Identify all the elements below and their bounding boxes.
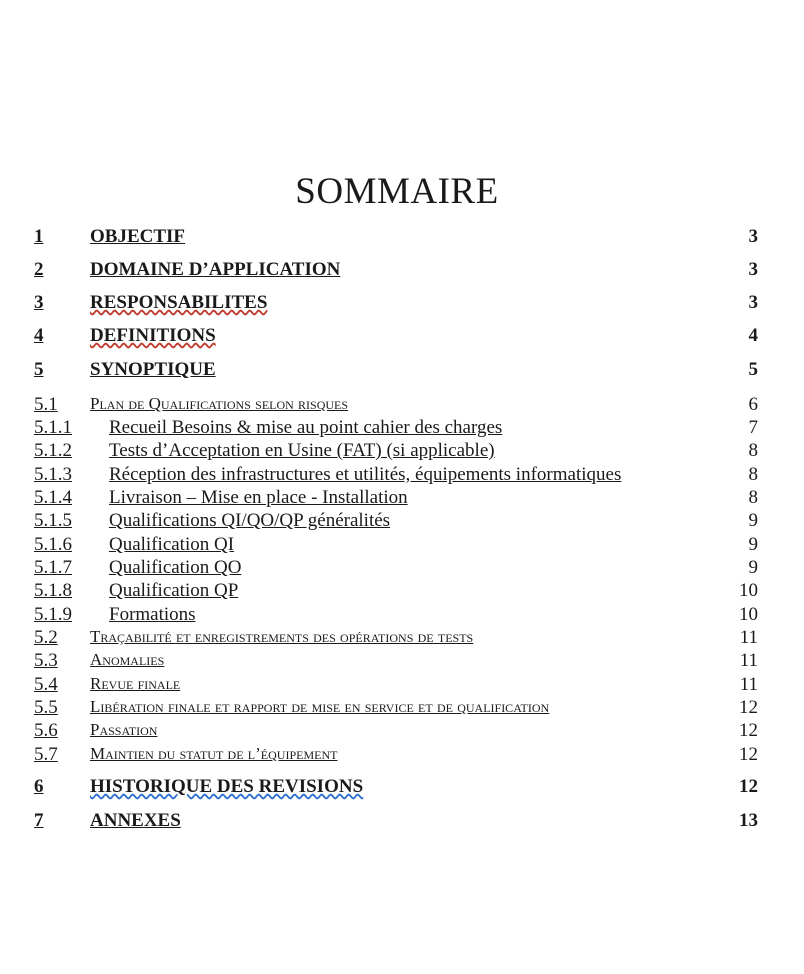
toc-entry-page: 12 (739, 720, 758, 741)
toc-entry-number: 3 (34, 292, 44, 313)
toc-entry-number: 5.1.7 (34, 557, 72, 578)
toc-entry-page: 8 (748, 487, 758, 508)
toc-entry-page: 6 (748, 394, 758, 415)
toc-entry-label[interactable]: Plan de Qualifications selon risques (90, 394, 349, 413)
toc-entry-page: 7 (748, 417, 758, 438)
toc-entry-page: 5 (748, 359, 758, 380)
toc-entry-page: 11 (739, 650, 758, 671)
toc-entry-label[interactable]: HISTORIQUE DES REVISIONS (90, 776, 364, 797)
toc-entry-label[interactable]: DEFINITIONS (90, 325, 216, 346)
toc-entry[interactable] (0, 359, 804, 383)
toc-entry[interactable] (0, 534, 804, 558)
toc-entry-number: 5.5 (34, 697, 58, 718)
toc-entry-page: 12 (739, 744, 758, 765)
toc-entry-label[interactable]: Qualifications QI/QO/QP généralités (109, 510, 391, 531)
toc-entry-number: 5.1.6 (34, 534, 72, 555)
toc-entry-page: 9 (748, 557, 758, 578)
toc-entry-number: 5.7 (34, 744, 58, 765)
toc-entry-label[interactable]: Livraison – Mise en place - Installation (109, 487, 408, 508)
toc-entry-number: 1 (34, 226, 44, 247)
toc-entry-label[interactable]: Anomalies (90, 650, 165, 669)
toc-entry-label[interactable]: DOMAINE D’APPLICATION (90, 259, 341, 280)
toc-entry[interactable] (0, 720, 804, 744)
toc-entry-label[interactable]: OBJECTIF (90, 226, 186, 247)
toc-entry-page: 12 (739, 697, 758, 718)
toc-entry-page: 13 (739, 810, 758, 831)
toc-entry[interactable] (0, 557, 804, 581)
toc-entry[interactable] (0, 510, 804, 534)
toc-entry[interactable] (0, 259, 804, 283)
toc-entry-label[interactable]: Maintien du statut de l’équipement (90, 744, 338, 763)
toc-entry-label[interactable]: Qualification QP (109, 580, 239, 601)
toc-entry-number: 2 (34, 259, 44, 280)
toc-entry-number: 5.1 (34, 394, 58, 415)
toc-entry-label[interactable]: SYNOPTIQUE (90, 359, 216, 380)
toc-entry-label[interactable]: Qualification QI (109, 534, 235, 555)
toc-entry-page: 8 (748, 440, 758, 461)
toc-entry[interactable] (0, 226, 804, 250)
toc-entry-number: 5.1.9 (34, 604, 72, 625)
toc-entry-number: 5.1.2 (34, 440, 72, 461)
toc-entry-label[interactable]: RESPONSABILITES (90, 292, 268, 313)
toc-entry[interactable] (0, 604, 804, 628)
toc-entry-number: 5.1.4 (34, 487, 72, 508)
toc-entry-number: 5.1.5 (34, 510, 72, 531)
toc-entry-page: 4 (748, 325, 758, 346)
toc-entry[interactable] (0, 744, 804, 768)
toc-entry[interactable] (0, 650, 804, 674)
toc-entry-label[interactable]: Traçabilité et enregistrements des opérations de tests (90, 627, 474, 646)
toc-entry[interactable] (0, 325, 804, 349)
toc-entry[interactable] (0, 697, 804, 721)
toc-entry-page: 3 (748, 226, 758, 247)
toc-entry-number: 5.1.3 (34, 464, 72, 485)
toc-entry-label[interactable]: ANNEXES (90, 810, 181, 831)
toc-entry-page: 3 (748, 292, 758, 313)
toc-entry-page: 9 (748, 534, 758, 555)
toc-entry-label[interactable]: Tests d’Acceptation en Usine (FAT) (si applicable) (109, 440, 495, 461)
toc-entry-number: 5 (34, 359, 44, 380)
toc-entry[interactable] (0, 440, 804, 464)
toc-entry[interactable] (0, 292, 804, 316)
toc-entry[interactable] (0, 810, 804, 834)
toc-entry-page: 8 (748, 464, 758, 485)
toc-entry[interactable] (0, 776, 804, 800)
toc-entry-number: 5.4 (34, 674, 58, 695)
toc-entry-page: 9 (748, 510, 758, 531)
toc-entry[interactable] (0, 627, 804, 651)
toc-entry[interactable] (0, 417, 804, 441)
toc-entry-page: 11 (739, 674, 758, 695)
toc-entry-label[interactable]: Qualification QO (109, 557, 242, 578)
toc-entry-page: 10 (739, 580, 758, 601)
toc-entry-number: 5.2 (34, 627, 58, 648)
toc-entry[interactable] (0, 580, 804, 604)
toc-entry-number: 7 (34, 810, 44, 831)
toc-entry-page: 10 (739, 604, 758, 625)
toc-entry[interactable] (0, 464, 804, 488)
toc-entry-number: 5.1.8 (34, 580, 72, 601)
toc-entry-label[interactable]: Libération finale et rapport de mise en service et de qualification (90, 697, 550, 716)
toc-entry-number: 5.6 (34, 720, 58, 741)
toc-entry-label[interactable]: Revue finale (90, 674, 181, 693)
toc-entry-number: 5.3 (34, 650, 58, 671)
toc-entry[interactable] (0, 487, 804, 511)
toc-entry[interactable] (0, 674, 804, 698)
toc-entry-label[interactable]: Recueil Besoins & mise au point cahier des charges (109, 417, 503, 438)
page-title: SOMMAIRE (295, 171, 499, 212)
toc-entry-page: 12 (739, 776, 758, 797)
toc-entry-number: 4 (34, 325, 44, 346)
toc-entry-label[interactable]: Passation (90, 720, 158, 739)
toc-entry-number: 6 (34, 776, 44, 797)
toc-entry[interactable] (0, 394, 804, 418)
toc-entry-page: 11 (739, 627, 758, 648)
toc-entry-label[interactable]: Formations (109, 604, 196, 625)
toc-entry-label[interactable]: Réception des infrastructures et utilités, équipements informatiques (109, 464, 622, 485)
toc-entry-number: 5.1.1 (34, 417, 72, 438)
toc-entry-page: 3 (748, 259, 758, 280)
